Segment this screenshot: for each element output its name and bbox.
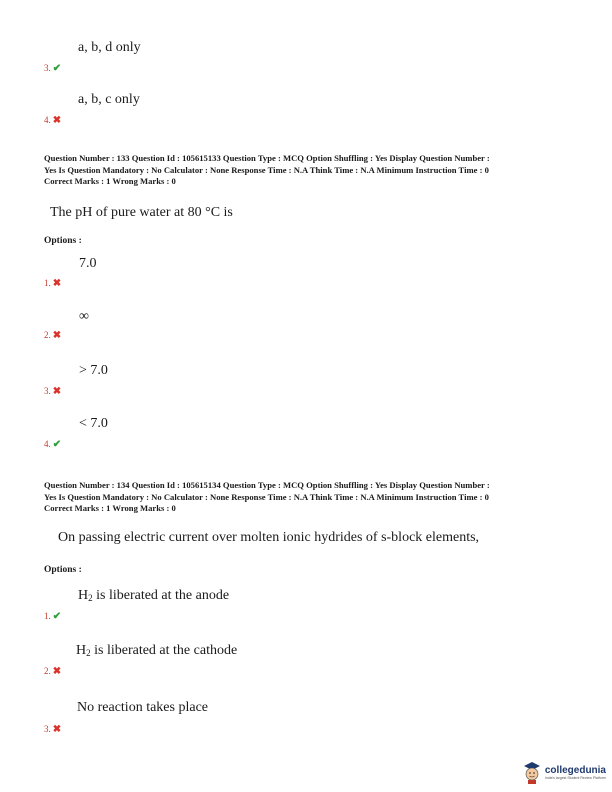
meta-line: Question Number : 133 Question Id : 105615133 Question Type : MCQ Option Shuffling : Yes Display Question Number : — [44, 153, 490, 163]
mascot-icon — [522, 760, 542, 784]
option-text: $H_2$ is liberated at the cathode — [76, 643, 238, 658]
option-text: No reaction takes place — [77, 700, 208, 715]
marks-line: Correct Marks : 1 Wrong Marks : 0 — [44, 176, 176, 186]
question-text: On passing electric current over molten ionic hydrides of s-block elements, — [58, 530, 480, 545]
option-number-row — [44, 661, 61, 679]
correct-check-icon: ✔ — [52, 611, 62, 622]
question-text: The pH of pure water at 80 °C is — [50, 205, 233, 220]
incorrect-cross-icon: ✖ — [52, 278, 62, 289]
logo-name: collegedunia — [544, 764, 606, 776]
option-text: > 7.0 — [79, 363, 108, 378]
option-number: 3. — [44, 386, 51, 396]
correct-check-icon: ✔ — [52, 63, 62, 74]
marks-line: Correct Marks : 1 Wrong Marks : 0 — [44, 503, 176, 513]
option-text: 7.0 — [79, 256, 97, 271]
incorrect-cross-icon: ✖ — [52, 666, 62, 677]
question-meta — [44, 153, 584, 188]
option-text: ∞ — [79, 309, 89, 324]
incorrect-cross-icon: ✖ — [52, 115, 62, 126]
option-number: 4. — [44, 115, 51, 125]
option-number-row — [44, 719, 61, 737]
option-number: 2. — [44, 330, 51, 340]
logo-tagline: India's largest Student Review Platform — [544, 775, 606, 780]
option-number: 1. — [44, 278, 51, 288]
option-number: 4. — [44, 439, 51, 449]
options-label: Options : — [44, 236, 82, 246]
option-text: a, b, d only — [78, 40, 141, 55]
option-number-row — [44, 110, 61, 128]
option-number-row — [44, 434, 61, 452]
option-number-row — [44, 606, 61, 624]
option-text: a, b, c only — [78, 92, 140, 107]
option-number: 3. — [44, 63, 51, 73]
incorrect-cross-icon: ✖ — [52, 330, 62, 341]
option-number-row — [44, 58, 61, 76]
option-number: 1. — [44, 611, 51, 621]
option-text: < 7.0 — [79, 416, 108, 431]
collegedunia-logo — [522, 760, 606, 784]
option-text: $H_2$ is liberated at the anode — [78, 588, 230, 603]
option-number: 3. — [44, 724, 51, 734]
option-number: 2. — [44, 666, 51, 676]
option-number-row — [44, 273, 61, 291]
meta-line: Yes Is Question Mandatory : No Calculator : None Response Time : N.A Think Time : N.A Minimum Instruction Time : 0 — [44, 164, 489, 175]
option-number-row — [44, 381, 61, 399]
correct-check-icon: ✔ — [52, 439, 62, 450]
meta-line: Question Number : 134 Question Id : 105615134 Question Type : MCQ Option Shuffling : Yes Display Question Number : — [44, 480, 490, 490]
question-meta — [44, 480, 584, 515]
option-number-row — [44, 325, 61, 343]
meta-line: Yes Is Question Mandatory : No Calculator : None Response Time : N.A Think Time : N.A Minimum Instruction Time : 0 — [44, 491, 489, 502]
incorrect-cross-icon: ✖ — [52, 386, 62, 397]
options-label: Options : — [44, 565, 82, 575]
incorrect-cross-icon: ✖ — [52, 724, 62, 735]
